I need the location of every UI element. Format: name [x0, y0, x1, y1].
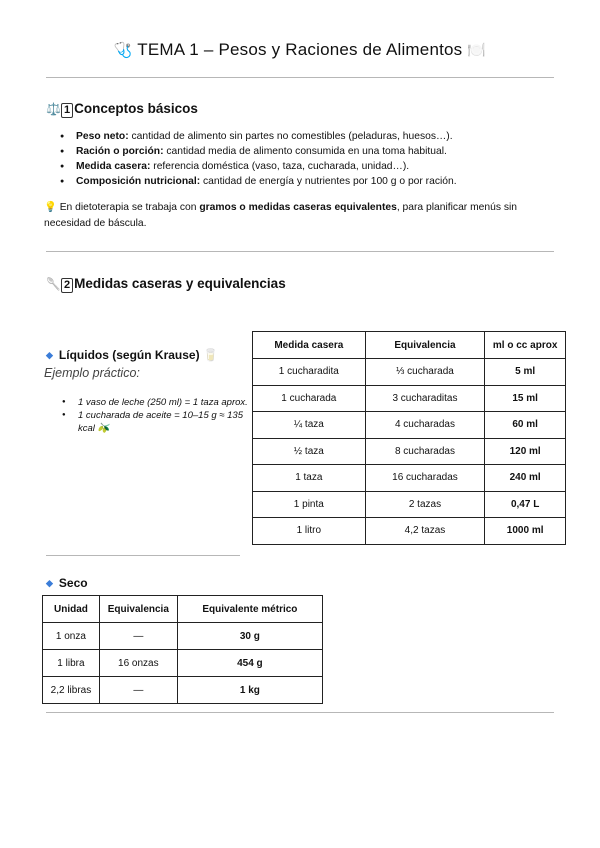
- liquidos-heading: ◆ Líquidos (según Krause) 🥛: [46, 348, 218, 362]
- page-title: [0, 40, 600, 60]
- table-row: 1 taza 16 cucharadas 240 ml: [253, 465, 566, 492]
- list-item: ● Peso neto: cantidad de alimento sin partes no comestibles (peladuras, huesos…).: [58, 129, 558, 144]
- lightbulb-icon: 💡: [44, 202, 57, 213]
- seco-heading: ◆ Seco: [46, 576, 88, 590]
- list-item: ● 1 vaso de leche (250 ml) = 1 taza aprox.: [62, 396, 248, 409]
- seco-table: [42, 595, 323, 704]
- table-row: 1 litro 4,2 tazas 1000 ml: [253, 518, 566, 545]
- milk-icon: 🥛: [202, 348, 218, 362]
- diamond-icon: ◆: [46, 350, 53, 360]
- list-item: ● Medida casera: referencia doméstica (vaso, taza, cucharada, unidad…).: [58, 159, 558, 174]
- list-item: ● Composición nutricional: cantidad de energía y nutrientes por 100 g o por ración.: [58, 174, 558, 189]
- section-number-2: 2: [61, 278, 73, 293]
- section-number-1: 1: [61, 103, 73, 118]
- concepts-list: [58, 129, 558, 189]
- section-heading-conceptos: [46, 101, 198, 118]
- divider: [46, 555, 240, 556]
- section-heading-text: Medidas caseras y equivalencias: [74, 276, 286, 291]
- diamond-icon: ◆: [46, 578, 53, 588]
- table-row: 1 libra 16 onzas 454 g: [43, 650, 323, 677]
- table-header-row: Unidad Equivalencia Equivalente métrico: [43, 596, 323, 623]
- divider: [46, 251, 554, 252]
- table-row: 1 pinta 2 tazas 0,47 L: [253, 491, 566, 518]
- table-header-row: Medida casera Equivalencia ml o cc aprox: [253, 332, 566, 359]
- divider: [46, 77, 554, 78]
- stethoscope-icon: 🩺: [113, 42, 133, 59]
- table-row: 2,2 libras — 1 kg: [43, 677, 323, 704]
- table-row: 1 onza — 30 g: [43, 623, 323, 650]
- example-list: [62, 396, 248, 435]
- list-item: ● Ración o porción: cantidad media de alimento consumida en una toma habitual.: [58, 144, 558, 159]
- section-heading-medidas: [46, 276, 286, 293]
- scale-icon: ⚖️: [46, 102, 61, 116]
- page-title-text: TEMA 1 – Pesos y Raciones de Alimentos: [137, 40, 463, 59]
- table-row: ½ taza 8 cucharadas 120 ml: [253, 438, 566, 465]
- table-row: 1 cucharada 3 cucharaditas 15 ml: [253, 385, 566, 412]
- tip-note: 💡 En dietoterapia se trabaja con gramos o medidas caseras equivalentes, para planificar menús sin necesidad de báscula.: [44, 202, 518, 229]
- plate-icon: 🍽️: [467, 42, 487, 59]
- example-label: Ejemplo práctico:: [44, 366, 140, 380]
- list-item: ● 1 cucharada de aceite = 10–15 g ≈ 135 kcal 🫒: [62, 409, 248, 435]
- spoon-icon: 🥄: [46, 277, 61, 291]
- table-row: 1 cucharadita ⅓ cucharada 5 ml: [253, 359, 566, 386]
- divider: [46, 712, 554, 713]
- liquidos-table: [252, 331, 566, 545]
- section-heading-text: Conceptos básicos: [74, 101, 198, 116]
- table-row: ¼ taza 4 cucharadas 60 ml: [253, 412, 566, 439]
